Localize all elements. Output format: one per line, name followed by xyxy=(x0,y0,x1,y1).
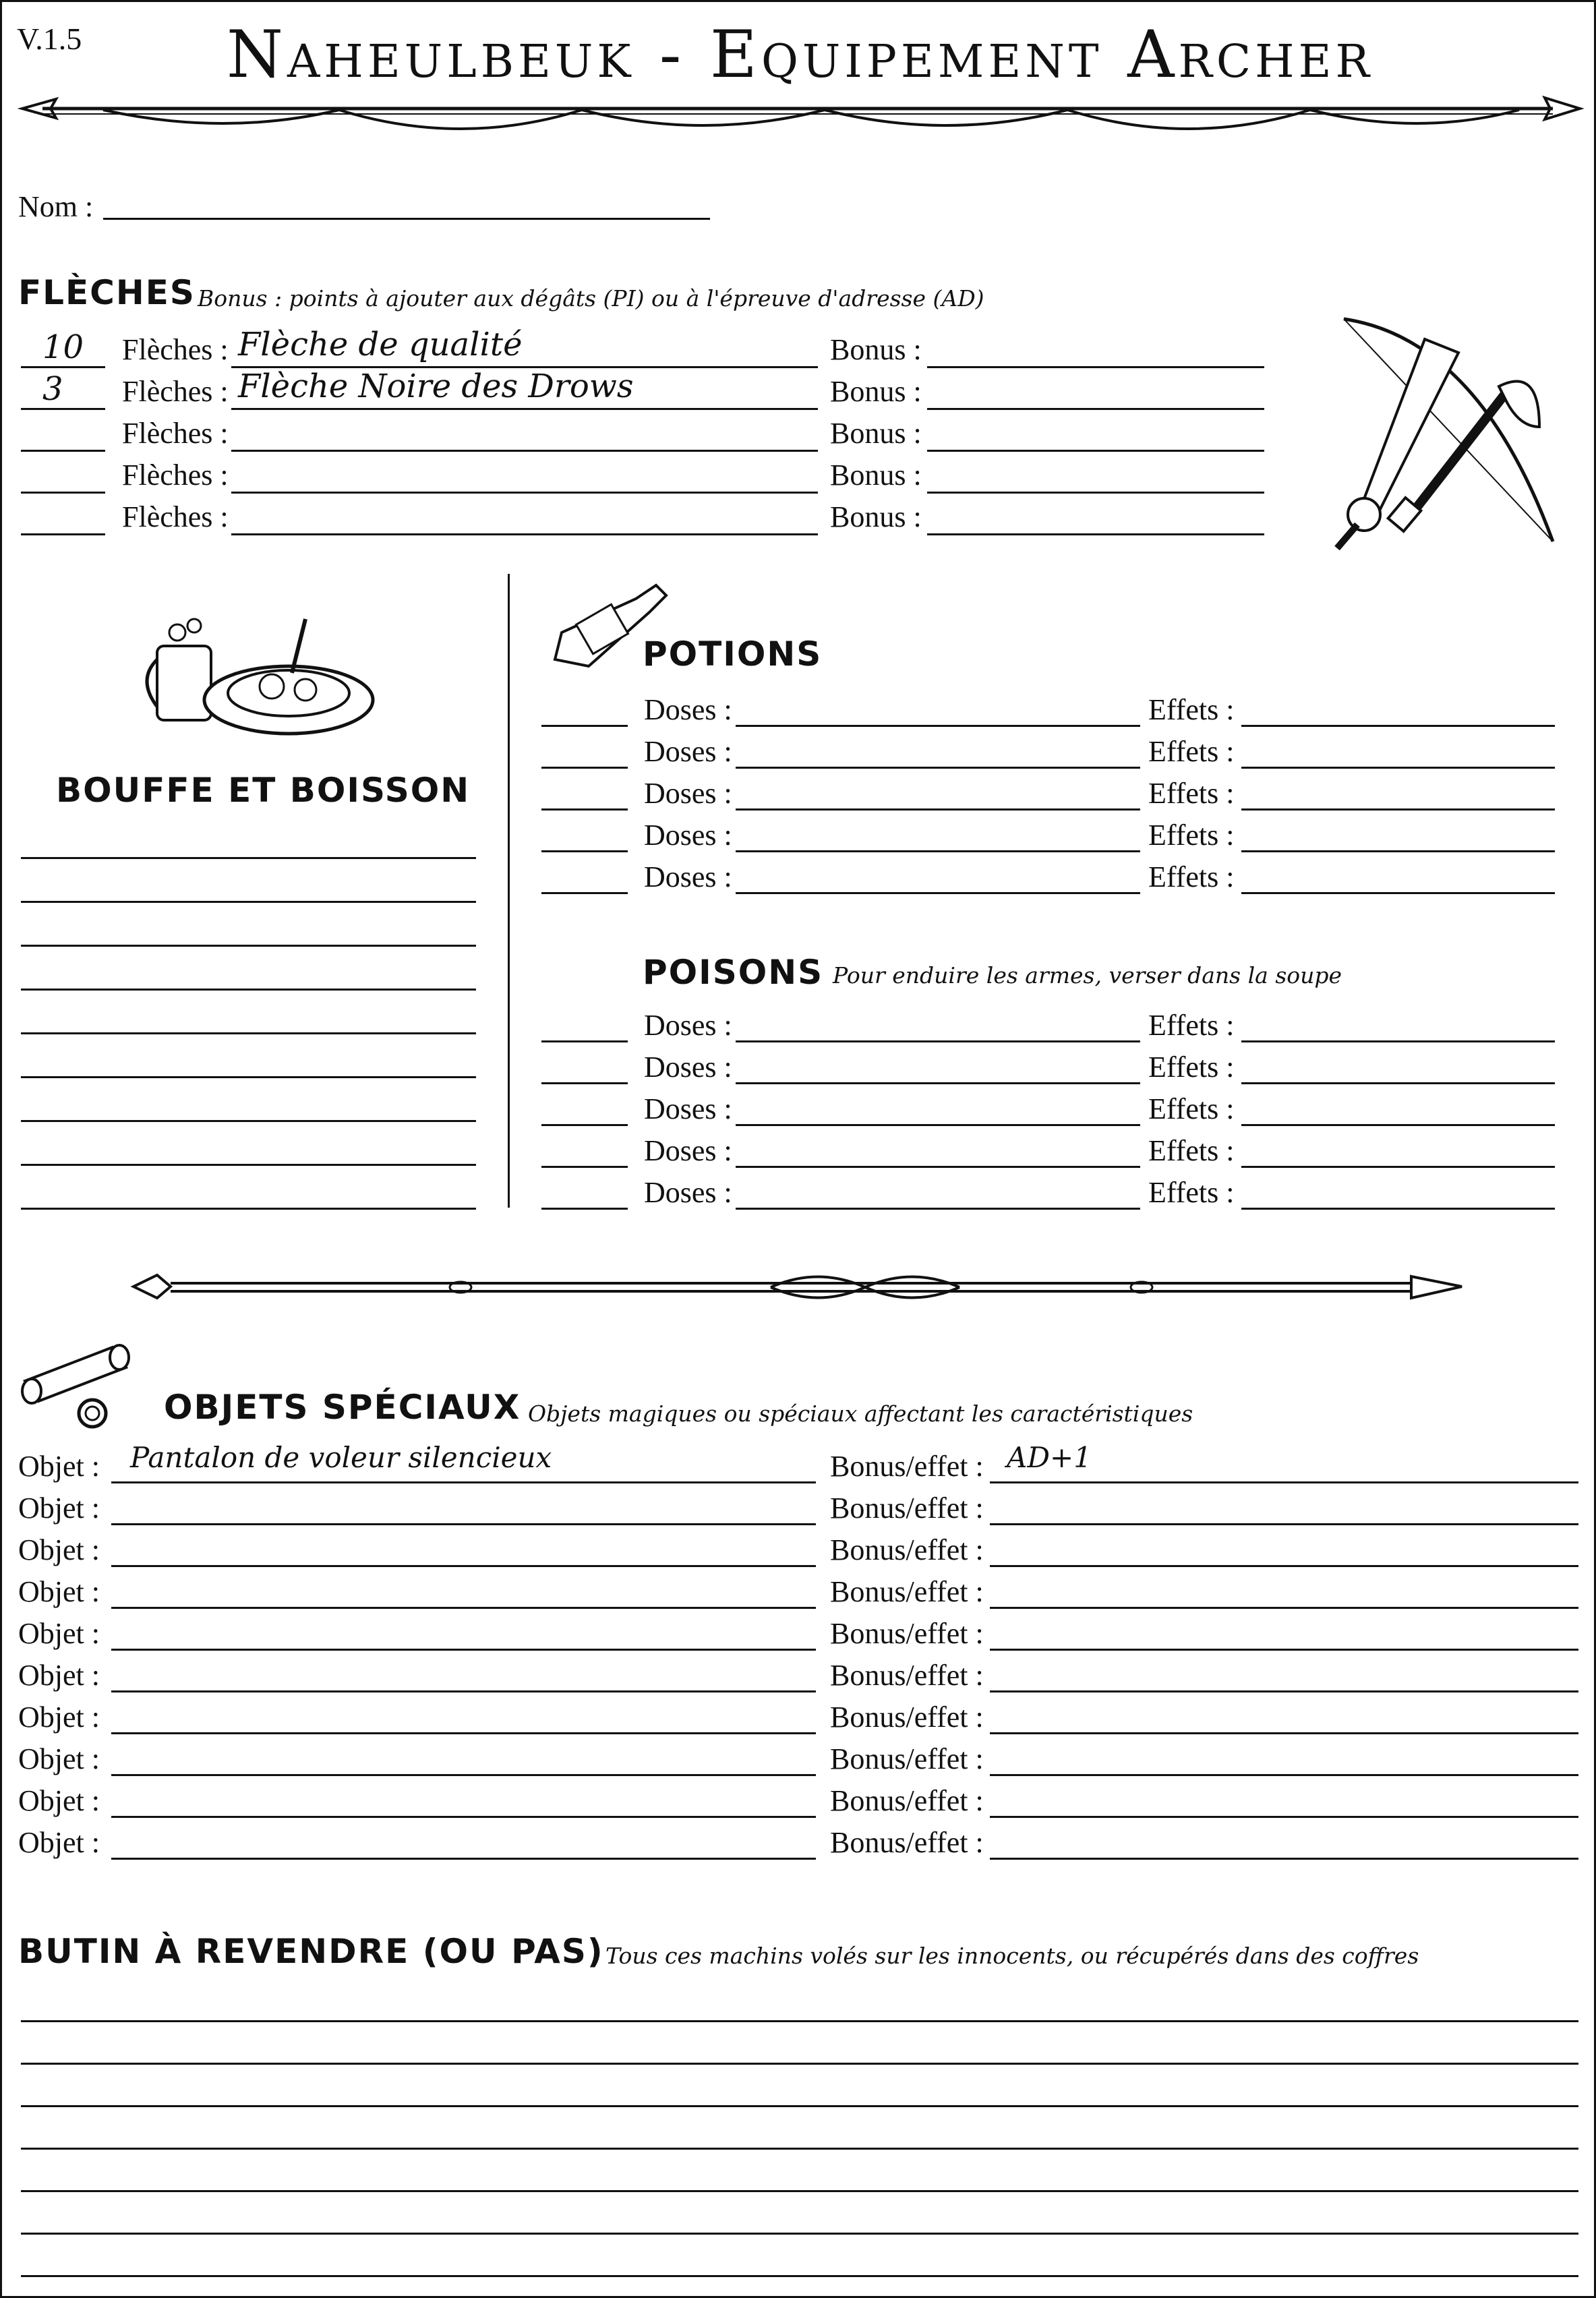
objet-field[interactable] xyxy=(111,1649,816,1651)
bouffe-line-field[interactable] xyxy=(21,1164,476,1166)
objet-bonus-label: Bonus/effet : xyxy=(830,1826,984,1859)
fleches-name-value: Flèche de qualité xyxy=(238,326,523,363)
butin-line-field[interactable] xyxy=(21,2190,1578,2192)
objet-value: Pantalon de voleur silencieux xyxy=(130,1441,552,1474)
potions-effets-field[interactable] xyxy=(1241,892,1555,894)
butin-note: Tous ces machins volés sur les innocents, ou récupérés dans des coffres xyxy=(605,1943,1419,1969)
version-label: V.1.5 xyxy=(17,22,82,56)
butin-line-field[interactable] xyxy=(21,2233,1578,2235)
objet-field[interactable] xyxy=(111,1774,816,1776)
fleches-bonus-field[interactable] xyxy=(927,366,1264,368)
potions-effets-label: Effets : xyxy=(1148,819,1235,852)
bouffe-line-field[interactable] xyxy=(21,1120,476,1122)
potions-effets-label: Effets : xyxy=(1148,860,1235,893)
fleches-bonus-field[interactable] xyxy=(927,533,1264,535)
poisons-effets-field[interactable] xyxy=(1241,1124,1555,1126)
fleches-bonus-label: Bonus : xyxy=(830,459,922,492)
fleches-name-field[interactable] xyxy=(231,450,818,452)
fleches-name-field[interactable] xyxy=(231,408,818,410)
objet-field[interactable] xyxy=(111,1690,816,1692)
objet-field[interactable] xyxy=(111,1816,816,1818)
potions-effets-label: Effets : xyxy=(1148,693,1235,726)
objet-label: Objet : xyxy=(18,1450,100,1483)
bouffe-line-field[interactable] xyxy=(21,857,476,859)
fleches-bonus-label: Bonus : xyxy=(830,375,922,408)
potions-doses-field[interactable] xyxy=(736,808,1140,811)
butin-line-field[interactable] xyxy=(21,2063,1578,2065)
bouffe-line-field[interactable] xyxy=(21,1076,476,1078)
poisons-doses-field[interactable] xyxy=(736,1166,1140,1168)
fleches-label: Flèches : xyxy=(122,500,229,533)
fleches-label: Flèches : xyxy=(122,417,229,450)
objet-bonus-label: Bonus/effet : xyxy=(830,1784,984,1817)
objet-bonus-field[interactable] xyxy=(990,1774,1578,1776)
staff-divider-icon xyxy=(130,1263,1465,1310)
poisons-qty-field[interactable] xyxy=(541,1082,628,1084)
poisons-effets-field[interactable] xyxy=(1241,1082,1555,1084)
poisons-doses-field[interactable] xyxy=(736,1082,1140,1084)
fleches-name-value: Flèche Noire des Drows xyxy=(238,367,634,405)
objet-bonus-label: Bonus/effet : xyxy=(830,1575,984,1608)
poisons-doses-label: Doses : xyxy=(644,1051,732,1084)
objet-bonus-label: Bonus/effet : xyxy=(830,1533,984,1566)
fleches-name-field[interactable] xyxy=(231,492,818,494)
bouffe-title: BOUFFE ET BOISSON xyxy=(56,771,471,810)
fleches-title: FLÈCHES xyxy=(18,273,196,312)
butin-line-field[interactable] xyxy=(21,2275,1578,2277)
fleches-label: Flèches : xyxy=(122,333,229,366)
objet-bonus-label: Bonus/effet : xyxy=(830,1742,984,1775)
potions-doses-field[interactable] xyxy=(736,725,1140,727)
objet-field[interactable] xyxy=(111,1565,816,1567)
crossed-weapons-icon xyxy=(1324,312,1573,555)
nom-field[interactable] xyxy=(103,218,710,220)
butin-line-field[interactable] xyxy=(21,2020,1578,2022)
butin-line-field[interactable] xyxy=(21,2105,1578,2107)
objet-bonus-field[interactable] xyxy=(990,1607,1578,1609)
objet-bonus-field[interactable] xyxy=(990,1481,1578,1483)
objet-bonus-field[interactable] xyxy=(990,1858,1578,1860)
bouffe-line-field[interactable] xyxy=(21,945,476,947)
fleches-note: Bonus : points à ajouter aux dégâts (PI) ou à l'épreuve d'adresse (AD) xyxy=(198,285,984,312)
poisons-title: POISONS xyxy=(643,953,824,992)
objet-field[interactable] xyxy=(111,1732,816,1734)
potions-qty-field[interactable] xyxy=(541,808,628,811)
potions-qty-field[interactable] xyxy=(541,892,628,894)
poisons-qty-field[interactable] xyxy=(541,1166,628,1168)
objet-label: Objet : xyxy=(18,1784,100,1817)
fleches-qty-field[interactable] xyxy=(21,366,105,368)
poisons-doses-field[interactable] xyxy=(736,1208,1140,1210)
fleches-label: Flèches : xyxy=(122,375,229,408)
fleches-qty-field[interactable] xyxy=(21,450,105,452)
food-mug-icon xyxy=(144,606,380,740)
nom-label: Nom : xyxy=(18,190,94,223)
fleches-qty-value: 10 xyxy=(42,328,84,366)
objet-field[interactable] xyxy=(111,1481,816,1483)
poisons-effets-label: Effets : xyxy=(1148,1176,1235,1209)
poisons-qty-field[interactable] xyxy=(541,1208,628,1210)
poisons-effets-field[interactable] xyxy=(1241,1208,1555,1210)
potions-effets-label: Effets : xyxy=(1148,735,1235,768)
fleches-bonus-label: Bonus : xyxy=(830,333,922,366)
arrow-banner-icon xyxy=(16,90,1587,150)
potions-effets-field[interactable] xyxy=(1241,850,1555,852)
objet-label: Objet : xyxy=(18,1533,100,1566)
fleches-label: Flèches : xyxy=(122,459,229,492)
bouffe-line-field[interactable] xyxy=(21,901,476,903)
poisons-effets-label: Effets : xyxy=(1148,1134,1235,1167)
butin-line-field[interactable] xyxy=(21,2148,1578,2150)
objet-bonus-field[interactable] xyxy=(990,1690,1578,1692)
objets-note: Objets magiques ou spéciaux affectant les caractéristiques xyxy=(528,1401,1193,1427)
objet-label: Objet : xyxy=(18,1492,100,1525)
fleches-qty-value: 3 xyxy=(42,370,63,408)
poisons-effets-field[interactable] xyxy=(1241,1040,1555,1042)
objet-bonus-label: Bonus/effet : xyxy=(830,1492,984,1525)
objet-field[interactable] xyxy=(111,1858,816,1860)
objet-label: Objet : xyxy=(18,1701,100,1734)
poisons-effets-label: Effets : xyxy=(1148,1092,1235,1125)
poisons-qty-field[interactable] xyxy=(541,1124,628,1126)
objet-label: Objet : xyxy=(18,1742,100,1775)
objet-field[interactable] xyxy=(111,1523,816,1525)
poisons-doses-field[interactable] xyxy=(736,1040,1140,1042)
fleches-bonus-field[interactable] xyxy=(927,450,1264,452)
objet-bonus-label: Bonus/effet : xyxy=(830,1659,984,1692)
poisons-doses-label: Doses : xyxy=(644,1092,732,1125)
objet-bonus-field[interactable] xyxy=(990,1732,1578,1734)
objet-bonus-label: Bonus/effet : xyxy=(830,1450,984,1483)
fleches-bonus-label: Bonus : xyxy=(830,500,922,533)
potions-doses-field[interactable] xyxy=(736,767,1140,769)
potions-effets-field[interactable] xyxy=(1241,767,1555,769)
poisons-effets-field[interactable] xyxy=(1241,1166,1555,1168)
potions-doses-field[interactable] xyxy=(736,892,1140,894)
objet-bonus-field[interactable] xyxy=(990,1565,1578,1567)
potions-doses-label: Doses : xyxy=(644,735,732,768)
objet-bonus-field[interactable] xyxy=(990,1816,1578,1818)
fleches-qty-field[interactable] xyxy=(21,492,105,494)
objet-bonus-field[interactable] xyxy=(990,1523,1578,1525)
potions-doses-label: Doses : xyxy=(644,693,732,726)
objet-label: Objet : xyxy=(18,1575,100,1608)
fleches-qty-field[interactable] xyxy=(21,408,105,410)
poisons-doses-label: Doses : xyxy=(644,1009,732,1042)
fleches-bonus-field[interactable] xyxy=(927,408,1264,410)
poisons-doses-field[interactable] xyxy=(736,1124,1140,1126)
potions-doses-label: Doses : xyxy=(644,819,732,852)
objet-bonus-label: Bonus/effet : xyxy=(830,1617,984,1650)
fleches-bonus-field[interactable] xyxy=(927,492,1264,494)
butin-title: BUTIN À REVENDRE (OU PAS) xyxy=(18,1932,604,1971)
objets-title: OBJETS SPÉCIAUX xyxy=(164,1388,521,1427)
page-title: Naheulbeuk - Equipement Archer xyxy=(227,17,1373,92)
poisons-note: Pour enduire les armes, verser dans la soupe xyxy=(833,962,1342,989)
potions-title: POTIONS xyxy=(643,635,823,674)
fleches-bonus-label: Bonus : xyxy=(830,417,922,450)
bouffe-line-field[interactable] xyxy=(21,989,476,991)
objet-label: Objet : xyxy=(18,1617,100,1650)
potions-qty-field[interactable] xyxy=(541,850,628,852)
column-divider xyxy=(508,574,510,1208)
potions-qty-field[interactable] xyxy=(541,767,628,769)
poisons-effets-label: Effets : xyxy=(1148,1051,1235,1084)
fleches-qty-field[interactable] xyxy=(21,533,105,535)
potions-doses-label: Doses : xyxy=(644,777,732,810)
bouffe-line-field[interactable] xyxy=(21,1208,476,1210)
poisons-effets-label: Effets : xyxy=(1148,1009,1235,1042)
potions-doses-field[interactable] xyxy=(736,850,1140,852)
objet-label: Objet : xyxy=(18,1659,100,1692)
objet-label: Objet : xyxy=(18,1826,100,1859)
scroll-ring-icon xyxy=(18,1340,160,1435)
potions-effets-field[interactable] xyxy=(1241,725,1555,727)
objet-bonus-value: AD+1 xyxy=(1007,1441,1092,1474)
potions-effets-label: Effets : xyxy=(1148,777,1235,810)
potions-effets-field[interactable] xyxy=(1241,808,1555,811)
objet-bonus-field[interactable] xyxy=(990,1649,1578,1651)
poisons-doses-label: Doses : xyxy=(644,1176,732,1209)
bouffe-line-field[interactable] xyxy=(21,1032,476,1034)
objet-field[interactable] xyxy=(111,1607,816,1609)
poisons-doses-label: Doses : xyxy=(644,1134,732,1167)
objet-bonus-label: Bonus/effet : xyxy=(830,1701,984,1734)
potions-qty-field[interactable] xyxy=(541,725,628,727)
fleches-name-field[interactable] xyxy=(231,533,818,535)
poisons-qty-field[interactable] xyxy=(541,1040,628,1042)
potions-doses-label: Doses : xyxy=(644,860,732,893)
